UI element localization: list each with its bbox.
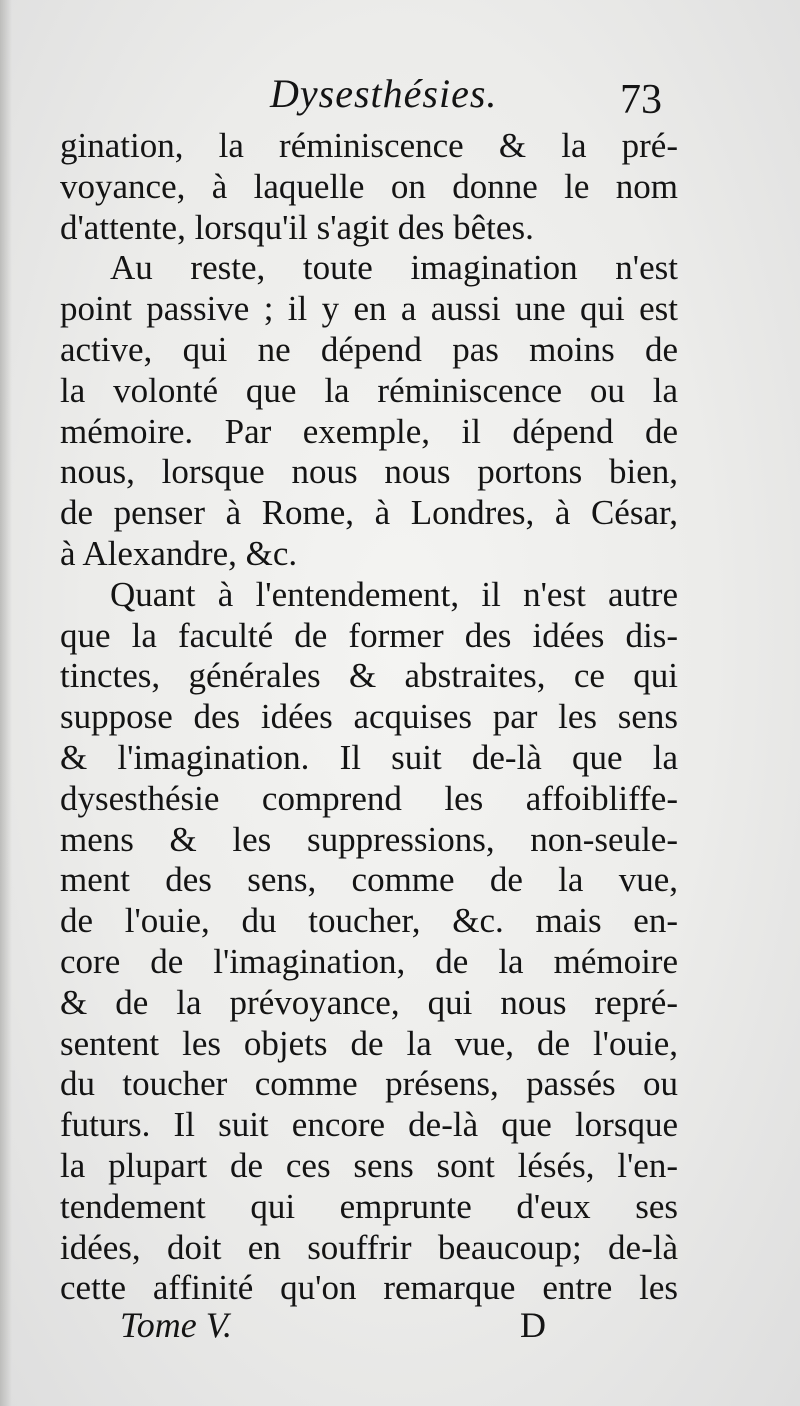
body-text: [60, 126, 678, 1309]
text-line: nous, lorsque nous nous portons bien,: [60, 452, 678, 492]
text-line: active, qui ne dépend pas moins de: [60, 329, 678, 369]
text-line: sentent les objets de la vue, de l'ouie,: [60, 1023, 678, 1063]
text-line: core de l'imagination, de la mémoire: [60, 941, 678, 981]
text-line: la volonté que la réminiscence ou la: [60, 370, 678, 410]
text-line: de l'ouie, du toucher, &c. mais en-: [60, 901, 678, 941]
text-line: suppose des idées acquises par les sens: [60, 697, 678, 737]
page-footer: [0, 1304, 800, 1364]
text-line: mens & les suppressions, non-seule-: [60, 819, 678, 859]
text-line: cette affinité qu'on remarque entre les: [60, 1268, 678, 1308]
text-line: la plupart de ces sens sont lésés, l'en-: [60, 1145, 678, 1185]
text-line: à Alexandre, &c.: [60, 533, 298, 573]
text-line: & de la prévoyance, qui nous repré-: [60, 982, 678, 1022]
text-line: Quant à l'entendement, il n'est autre: [110, 574, 678, 614]
page-header: [0, 70, 800, 130]
text-line: d'attente, lorsqu'il s'agit des bêtes.: [60, 207, 534, 247]
text-line: gination, la réminiscence & la pré-: [60, 126, 678, 165]
text-line: Au reste, toute imagination n'est: [110, 248, 678, 288]
text-line: que la faculté de former des idées dis-: [60, 615, 678, 655]
text-line: de penser à Rome, à Londres, à César,: [60, 493, 678, 533]
page-edge-shadow: [0, 0, 12, 1406]
signature-letter: D: [520, 1305, 546, 1345]
signature-tome: Tome V.: [120, 1305, 233, 1345]
text-line: ment des sens, comme de la vue,: [60, 860, 678, 900]
text-line: tendement qui emprunte d'eux ses: [60, 1186, 678, 1226]
text-line: idées, doit en souffrir beaucoup; de-là: [60, 1227, 678, 1267]
text-line: mémoire. Par exemple, il dépend de: [60, 411, 678, 451]
text-line: point passive ; il y en a aussi une qui est: [60, 289, 678, 329]
page-number: 73: [620, 77, 662, 123]
text-line: futurs. Il suit encore de-là que lorsque: [60, 1105, 678, 1145]
text-line: voyance, à laquelle on donne le nom: [60, 166, 678, 206]
text-line: du toucher comme présens, passés ou: [60, 1064, 678, 1104]
text-line: tinctes, générales & abstraites, ce qui: [60, 656, 678, 696]
running-title: Dysesthésies.: [270, 71, 498, 116]
text-line: & l'imagination. Il suit de-là que la: [60, 737, 678, 777]
text-line: dysesthésie comprend les affoibliffe-: [60, 778, 678, 818]
